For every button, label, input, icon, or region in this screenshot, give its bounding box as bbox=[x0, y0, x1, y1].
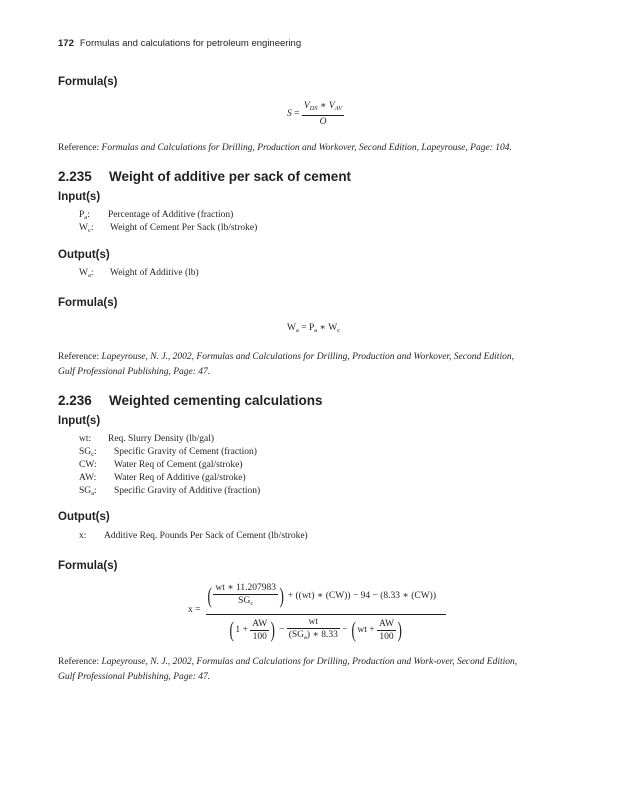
numerator-rest: + ((wt) ∗ (CW)) − 94 − (8.33 ∗ (CW)) bbox=[287, 591, 436, 602]
aw-fraction bbox=[250, 618, 269, 643]
vav-symbol: V bbox=[328, 101, 335, 111]
vav-sub: AV bbox=[334, 105, 343, 112]
input-row bbox=[79, 434, 214, 444]
reference-label: Reference: bbox=[58, 352, 100, 362]
reference bbox=[58, 141, 512, 156]
formula-lhs: x = bbox=[188, 605, 201, 615]
input-symbol: P bbox=[79, 210, 85, 220]
input-heading: Input(s) bbox=[58, 415, 101, 427]
input-desc: Percentage of Additive (fraction) bbox=[108, 210, 234, 220]
output-heading: Output(s) bbox=[58, 511, 110, 523]
input-row: $P_a$: Percentage of Additive (fraction) bbox=[79, 210, 234, 221]
formula-denominator: (1 + $\frac{AW}{100}$ ) − $\frac{wt}{(SG_a) ∗ 8.33}$ − (wt + $\frac{AW}{100}$ ) bbox=[229, 617, 402, 642]
wa-sub: a bbox=[295, 327, 299, 334]
reference-text: Formulas and Calculations for Drilling, Production and Workover, Second Edition, Lapeyrouse, Page: 104. bbox=[101, 143, 512, 153]
input-row: $SG_c$: Specific Gravity of Cement (fraction) bbox=[79, 447, 257, 458]
aw-fraction-2 bbox=[377, 618, 396, 643]
sgc-symbol: SG bbox=[238, 596, 251, 606]
formula-numerator: ( $\frac{wt ∗ 11.207983}{SG_c}$ ) + ((wt) ∗ (CW)) − 94 − (8.33 ∗ (CW)) bbox=[207, 583, 436, 608]
page-number: 172 bbox=[58, 38, 74, 49]
output-row bbox=[79, 531, 308, 541]
formula-heading: Formula(s) bbox=[58, 560, 118, 572]
input-symbol: wt: bbox=[79, 434, 92, 444]
o-symbol: O bbox=[319, 117, 327, 127]
minus-op: − bbox=[278, 625, 285, 636]
section-heading-2-236 bbox=[58, 393, 323, 408]
input-heading: Input(s) bbox=[58, 191, 101, 203]
output-desc: Additive Req. Pounds Per Sack of Cement (lb/stroke) bbox=[104, 531, 308, 541]
output-desc: Weight of Additive (lb) bbox=[110, 268, 199, 278]
input-row: $SG_a$: Specific Gravity of Additive (fraction) bbox=[79, 486, 261, 497]
sga-symbol: (SG bbox=[288, 630, 305, 640]
reference-text: Lapeyrouse, N. J., 2002, Formulas and Calculations for Drilling, Production and Workover, Second Edition, bbox=[101, 352, 514, 362]
wc-sub: c bbox=[337, 327, 341, 334]
sga-rest: ) ∗ 8.33 bbox=[306, 630, 338, 640]
running-title: Formulas and calculations for petroleum engineering bbox=[79, 38, 302, 49]
wa-symbol: W bbox=[287, 323, 296, 333]
input-row bbox=[79, 460, 243, 470]
formula-heading: Formula(s) bbox=[58, 297, 118, 309]
input-desc: Water Req of Additive (gal/stroke) bbox=[114, 473, 246, 483]
output-symbol: x: bbox=[79, 531, 87, 541]
formula-s: S = $\frac{V_{DS} ∗ V_{AV}}{O}$ bbox=[287, 101, 343, 127]
vds-symbol: V bbox=[303, 101, 310, 111]
input-symbol: CW: bbox=[79, 460, 97, 470]
input-symbol: SG bbox=[79, 447, 92, 457]
section-title: Weighted cementing calculations bbox=[109, 393, 323, 408]
inner-numerator: wt ∗ 11.207983 bbox=[215, 583, 277, 593]
sga-sub: a bbox=[304, 634, 307, 641]
input-desc: Weight of Cement Per Sack (lb/stroke) bbox=[110, 223, 258, 233]
one-plus: 1 + bbox=[235, 625, 248, 636]
reference-text: Lapeyrouse, N. J., 2002, Formulas and Calculations for Drilling, Production and Work-over, Second Edition, bbox=[101, 657, 518, 667]
formula-heading: Formula(s) bbox=[58, 76, 118, 88]
input-row bbox=[79, 473, 246, 483]
pa-symbol: P bbox=[308, 323, 315, 333]
input-desc: Req. Slurry Density (lb/gal) bbox=[108, 434, 215, 444]
inner-fraction bbox=[213, 582, 278, 610]
section-number: 2.236 bbox=[58, 393, 92, 408]
pa-sub: a bbox=[314, 327, 318, 334]
output-heading: Output(s) bbox=[58, 249, 110, 261]
vds-sub: DS bbox=[309, 105, 318, 112]
sgc-sub: c bbox=[250, 600, 254, 607]
section-heading-2-235 bbox=[58, 169, 351, 184]
formula-fraction bbox=[302, 100, 344, 128]
input-symbol: W bbox=[79, 223, 88, 233]
main-fraction-bar bbox=[206, 614, 446, 615]
input-sub: c bbox=[87, 227, 91, 234]
minus-op: − bbox=[342, 625, 348, 636]
aw-den: 100 bbox=[252, 631, 267, 642]
wc-symbol: W bbox=[328, 323, 338, 333]
input-sub: a bbox=[91, 490, 95, 497]
input-row: $W_c$: Weight of Cement Per Sack (lb/stroke) bbox=[79, 223, 258, 234]
output-symbol: W bbox=[79, 268, 88, 278]
reference-text: Gulf Professional Publishing, Page: 47. bbox=[58, 672, 211, 682]
input-sub: c bbox=[91, 451, 95, 458]
aw-num: AW bbox=[252, 618, 268, 629]
output-row: $W_a$: Weight of Additive (lb) bbox=[79, 268, 199, 279]
formula-wa: $W_a = P_a$ ∗ $W_c$ bbox=[287, 323, 341, 334]
formula-lhs: S bbox=[287, 109, 292, 120]
output-sub: a bbox=[87, 272, 91, 279]
reference-text: Gulf Professional Publishing, Page: 47. bbox=[58, 367, 211, 377]
input-desc: Water Req of Cement (gal/stroke) bbox=[114, 460, 243, 470]
wt-num: wt bbox=[308, 617, 319, 627]
mult-op: ∗ bbox=[320, 101, 327, 111]
reference-label: Reference: bbox=[58, 143, 100, 153]
input-symbol: AW: bbox=[79, 473, 97, 483]
reference-label: Reference: bbox=[58, 657, 100, 667]
input-sub: a bbox=[84, 214, 88, 221]
wt-fraction bbox=[287, 616, 340, 644]
input-symbol: SG bbox=[79, 486, 92, 496]
wt-plus: wt + bbox=[357, 625, 375, 636]
input-desc: Specific Gravity of Additive (fraction) bbox=[114, 486, 261, 496]
section-title: Weight of additive per sack of cement bbox=[109, 169, 352, 184]
input-desc: Specific Gravity of Cement (fraction) bbox=[114, 447, 257, 457]
aw-num: AW bbox=[378, 618, 395, 629]
reference bbox=[58, 350, 514, 380]
running-head bbox=[58, 38, 301, 49]
section-number: 2.235 bbox=[58, 169, 92, 184]
reference bbox=[58, 655, 517, 685]
aw-den: 100 bbox=[379, 631, 394, 642]
